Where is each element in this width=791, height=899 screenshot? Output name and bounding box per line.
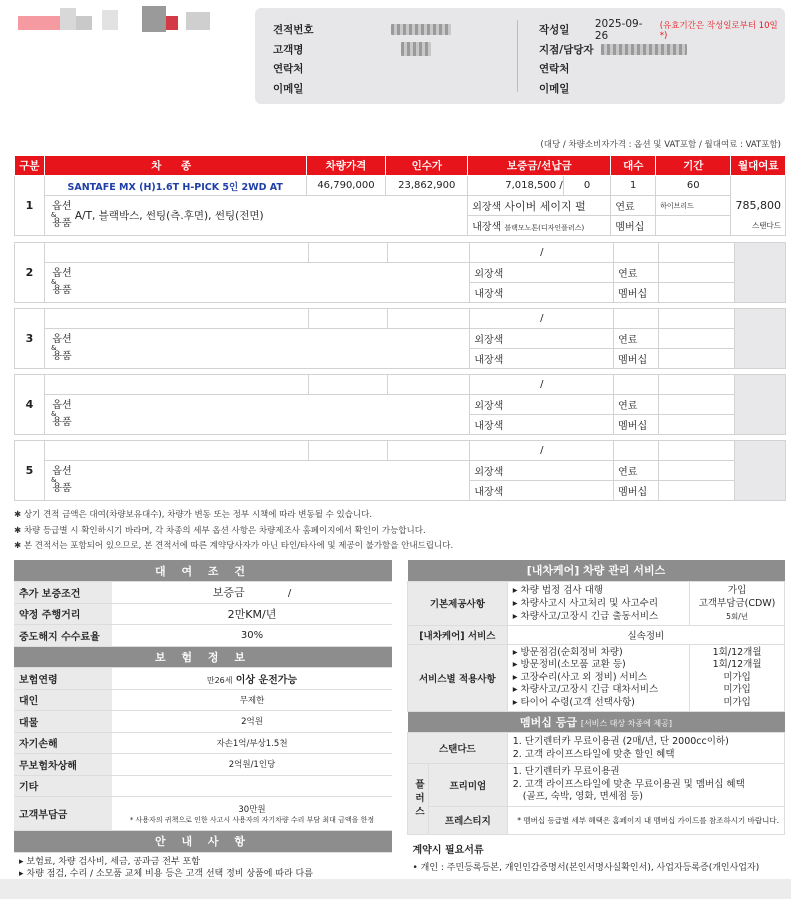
cond-value: [112, 582, 392, 604]
col-header: 인수가: [386, 156, 468, 176]
estimate-header: [255, 8, 785, 104]
vehicle-model: SANTAFE MX (H)1.6T H-PICK 5인 2WD AT: [44, 176, 306, 196]
label: 용품: [52, 417, 72, 428]
svc-item: 차량 법정 검사 대행: [520, 584, 603, 596]
label: &: [50, 344, 57, 352]
options-cell: [44, 461, 469, 501]
svc-val: 가입: [727, 584, 747, 596]
period-value: 60: [656, 176, 731, 196]
prestige-note: * 멤버십 등급별 세부 혜택은 홈페이지 내 멤버십 가이드를 참조하시기 바랍니다.: [507, 806, 784, 834]
svc-val: 5회/년: [726, 611, 748, 621]
svc-val: 미가입: [723, 684, 751, 695]
table-row: [15, 441, 786, 461]
cond-label: 추가 보증조건: [14, 582, 112, 604]
label: 용품: [52, 218, 72, 229]
price-note: (대당 / 차량소비자가격 : 옵션 및 VAT포함 / 월대여료 : VAT포함): [540, 140, 781, 150]
svc-item: 고장수리(사고 외 정비) 서비스: [520, 671, 648, 683]
options-cell: [44, 196, 467, 236]
svc-item: 방문점검(순회정비 차량): [520, 646, 623, 658]
membership-title: [408, 712, 785, 733]
ins-value: [112, 797, 392, 831]
fuel-value: 하이브리드: [656, 196, 786, 216]
label: &: [50, 278, 57, 286]
label: 옵션: [52, 466, 72, 477]
cond-extra: /: [287, 588, 292, 600]
premium-items: [507, 764, 784, 807]
header-right: [539, 17, 785, 98]
col-header: 대수: [611, 156, 656, 176]
label: 외장색: [470, 395, 614, 415]
label: 연료: [614, 461, 659, 481]
ins-text: 30만원: [238, 804, 266, 815]
header-label: 고객명: [273, 43, 304, 56]
table-row: [15, 309, 786, 329]
svc-item: 차량사고시 사고처리 및 사고수리: [520, 597, 659, 609]
svc-val: 미가입: [723, 696, 751, 708]
table-row: [15, 243, 786, 263]
label: 내장색: [470, 415, 614, 435]
col-header: 차 종: [44, 156, 306, 176]
tier-label: 플러스: [408, 764, 429, 835]
ins-label: 보험연령: [14, 668, 112, 690]
cond-value: 30%: [112, 625, 392, 647]
info-list: ▸ 보험료, 차량 검사비, 세금, 공과금 전부 포함 ▸ 차량 점검, 수리 / 소모품 교체 비용 등은 고객 선택 정비 상품에 따라 다름: [19, 856, 313, 879]
label: 용품: [52, 351, 72, 362]
ins-value: 무제한: [112, 689, 392, 711]
header-divider: [517, 20, 518, 92]
vehicle-price: 46,790,000: [306, 176, 386, 196]
options-label: [49, 202, 75, 229]
col-header: 구분: [15, 156, 45, 176]
svc-item: 차량사고/고장시 긴급 대차서비스: [520, 684, 659, 695]
table-row: [15, 375, 786, 395]
info-item: 보험료, 차량 검사비, 세금, 공과금 전부 포함: [26, 856, 200, 867]
header-left: [273, 20, 451, 98]
ins-label: 자기손해: [14, 732, 112, 754]
monthly-fee: 785,800: [731, 176, 786, 236]
label: 용품: [52, 483, 72, 494]
col-header: 보증금/선납금: [468, 156, 611, 176]
svc-list: ▸ 방문점검(순회정비 차량) ▸ 방문정비(소모품 교환 등) ▸ 고장수리(사고 외 정비) 서비스 ▸ 차량사고/고장시 긴급 대차서비스 ▸ 타이어 수령(고객 선택사항): [507, 644, 689, 712]
svc-val: 1회/12개월: [712, 659, 762, 670]
vehicle-table-row-3: [14, 308, 786, 369]
table-row: [15, 196, 786, 216]
options-cell: [44, 263, 469, 303]
tier-label: 프리미엄: [429, 764, 508, 807]
label: 옵션: [52, 400, 72, 411]
options-cell: [44, 395, 469, 435]
tier-label: 프레스티지: [429, 806, 508, 834]
ext-color: 사이버 세이지 펄: [504, 199, 586, 213]
header-label: 이메일: [539, 82, 570, 95]
care-value: 실속정비: [507, 625, 784, 644]
svc-item: 타이어 수령(고객 선택사항): [520, 696, 635, 708]
ins-label: 기타: [14, 775, 112, 797]
header-label: 연락처: [539, 63, 570, 76]
deposit-slash: /: [470, 243, 614, 263]
svc-values: [690, 644, 785, 712]
col-header: 기간: [656, 156, 731, 176]
label: 외장색: [470, 461, 614, 481]
label: 옵션: [52, 268, 72, 279]
cond-text: 보증금: [212, 586, 245, 600]
header-label: 지점/담당자: [539, 43, 594, 56]
rental-conditions: [14, 560, 392, 880]
tier-item: 1. 단기렌터카 무료이용권 (2매/년, 단 2000cc이하): [512, 736, 729, 747]
ins-label: 대인: [14, 689, 112, 711]
cond-value: 2만KM/년: [112, 603, 392, 625]
ins-value: [112, 668, 392, 690]
redacted-value: [601, 44, 687, 55]
label: 연료: [614, 329, 659, 349]
section-title: 대 여 조 건: [14, 560, 392, 582]
row-number: 5: [15, 441, 45, 501]
section-title: 안 내 사 항: [14, 831, 392, 853]
label: 멤버십: [614, 349, 659, 369]
label: 연료: [611, 196, 656, 216]
section-title: [내차케어] 차량 관리 서비스: [408, 560, 785, 581]
table-row: [15, 176, 786, 196]
deposit-slash: /: [470, 441, 614, 461]
created-date: 2025-09-26: [594, 17, 643, 42]
ins-value: 2억원/1인당: [112, 754, 392, 776]
svc-label: [내차케어] 서비스: [408, 625, 508, 644]
label: 외장색: [470, 263, 614, 283]
ins-label: 대물: [14, 711, 112, 733]
row-number: 1: [15, 176, 45, 236]
vehicle-table-row-5: [14, 440, 786, 501]
notes: [14, 508, 453, 555]
redacted-value: [391, 24, 451, 35]
label: 용품: [52, 285, 72, 296]
note-item: ✱ 차량 등급별 시 확인하시기 바라며, 각 차종의 세부 옵션 사항은 차량제조사 홈페이지에서 확인이 가능합니다.: [14, 525, 426, 536]
label: 옵션: [52, 201, 72, 212]
label: 외장색: [470, 329, 614, 349]
care-service: [407, 560, 785, 875]
tier-item: 1. 단기렌터카 무료이용권: [512, 766, 620, 777]
ins-text: 이상 운전가능: [235, 674, 298, 686]
info-item: 차량 점검, 수리 / 소모품 교체 비용 등은 고객 선택 정비 상품에 따라 다름: [26, 868, 313, 879]
label: 외장색: [472, 201, 502, 213]
ins-value: [112, 775, 392, 797]
deposit-slash: /: [470, 375, 614, 395]
deposit-cell: 7,018,500 /: [468, 176, 564, 196]
table-row: [15, 395, 786, 415]
label: 멤버십: [614, 481, 659, 501]
cond-label: 중도해지 수수료율: [14, 625, 112, 647]
header-label: 견적번호: [273, 24, 314, 37]
deposit-slash: /: [470, 309, 614, 329]
label: 내장색: [472, 222, 502, 233]
label: 연료: [614, 395, 659, 415]
vehicle-table-row-4: [14, 374, 786, 435]
tier-label: 스탠다드: [408, 733, 508, 764]
ext-color-cell: [468, 196, 611, 216]
docs-line: • 개인 : 주민등록등본, 개인인감증명서(본인서명사실확인서), 사업자등록증(개인사업자): [412, 862, 760, 873]
redacted-value: [401, 42, 431, 56]
label: &: [50, 476, 57, 484]
ins-value: 2억원: [112, 711, 392, 733]
note-item: ✱ 상기 견적 금액은 대여(차량보유대수), 차량가 변동 또는 정부 시책에 따라 변동될 수 있습니다.: [14, 510, 373, 520]
membership-value: 스탠다드: [656, 216, 786, 236]
cond-label: 약정 주행거리: [14, 603, 112, 625]
note-text: 차량 등급별 시 확인하시기 바라며, 각 차종의 세부 옵션 사항은 차량제조사 홈페이지에서 확인이 가능합니다.: [23, 525, 426, 536]
options-cell: [44, 329, 469, 369]
basic-list: ▸ 차량 법정 검사 대행 ▸ 차량사고시 사고처리 및 사고수리 ▸ 차량사고/고장시 긴급 출동서비스: [507, 581, 689, 625]
svc-item: 방문정비(소모품 교환 등): [520, 659, 626, 670]
label: 멤버십: [611, 216, 656, 236]
ins-label: 무보험차상해: [14, 754, 112, 776]
label: 내장색: [470, 481, 614, 501]
ins-pre: 만26세: [206, 675, 233, 685]
int-color: 블랙모노톤(디자인플러스): [504, 224, 585, 232]
row-number: 2: [15, 243, 45, 303]
svc-val: 고객부담금(CDW): [698, 597, 776, 609]
label: 연료: [614, 263, 659, 283]
table-row: [15, 461, 786, 481]
svc-val: 미가입: [723, 671, 751, 683]
takeover-price: 23,862,900: [386, 176, 468, 196]
vehicle-table: [14, 155, 786, 236]
label: 내장색: [470, 283, 614, 303]
vehicle-table-row-2: [14, 242, 786, 303]
std-items: [507, 733, 784, 764]
company-logo: [14, 4, 214, 48]
tier-item: 2. 고객 라이프스타일에 맞춘 무료이용권 및 멤버십 혜택: [512, 778, 745, 790]
label: 멤버십: [614, 283, 659, 303]
label: 옵션: [52, 334, 72, 345]
deposit-value: 7,018,500: [505, 180, 557, 191]
col-header: 차량가격: [306, 156, 386, 176]
table-header: [15, 156, 786, 176]
label: &: [50, 211, 57, 219]
header-label: 연락처: [273, 63, 304, 76]
svc-item: 차량사고/고장시 긴급 출동서비스: [520, 610, 659, 622]
note-item: ✱ 본 견적서는 포함되어 있으므로, 본 견적서에 따른 계약당사자가 아닌 타인/타사에 및 제공이 불가함을 안내드립니다.: [14, 541, 454, 551]
table-row: [15, 329, 786, 349]
label: 내장색: [470, 349, 614, 369]
note-text: 본 견적서는 포함되어 있으므로, 본 견적서에 따른 계약당사자가 아닌 타인/타사에 및 제공이 불가함을 안내드립니다.: [23, 541, 454, 551]
svc-label: 기본제공사항: [408, 581, 508, 625]
label: 멤버십: [614, 415, 659, 435]
svc-label: 서비스별 적용사항: [408, 644, 508, 712]
header-label: 이메일: [273, 82, 304, 95]
col-header: 월대여료: [731, 156, 786, 176]
section-title: 보 험 정 보: [14, 646, 392, 668]
ins-note: * 사용자의 귀책으로 인한 사고시 사용자의 자기차량 수리 부담 최대 금액을 한정: [129, 815, 375, 824]
validity-note: (유효기간은 작성일로부터 10일*): [659, 20, 778, 41]
row-number: 3: [15, 309, 45, 369]
int-color-cell: [468, 216, 611, 236]
svc-val: 1회/12개월: [712, 646, 762, 658]
tier-item: (골프, 숙박, 영화, 면세점 등): [522, 791, 644, 802]
label: &: [50, 410, 57, 418]
section-sub: [서비스 대상 차종에 제공]: [580, 719, 672, 728]
basic-right: [690, 581, 785, 625]
count-value: 1: [611, 176, 656, 196]
table-row: [15, 263, 786, 283]
ins-value: 자손1억/부상1.5천: [112, 732, 392, 754]
ins-label: 고객부담금: [14, 797, 112, 831]
note-text: 상기 견적 금액은 대여(차량보유대수), 차량가 변동 또는 정부 시책에 따라 변동될 수 있습니다.: [23, 510, 373, 520]
docs-title: 계약시 필요서류: [412, 844, 484, 856]
row-number: 4: [15, 375, 45, 435]
prepay-value: 0: [563, 176, 611, 196]
header-label: 작성일: [539, 24, 570, 37]
section-title: 멤버십 등급: [520, 716, 577, 729]
options-text: A/T, 블랙박스, 썬팅(측.후면), 썬팅(전면): [74, 210, 264, 222]
tier-item: 2. 고객 라이프스타일에 맞춘 할인 혜택: [512, 749, 675, 760]
page-bottom-bar: [0, 879, 791, 899]
